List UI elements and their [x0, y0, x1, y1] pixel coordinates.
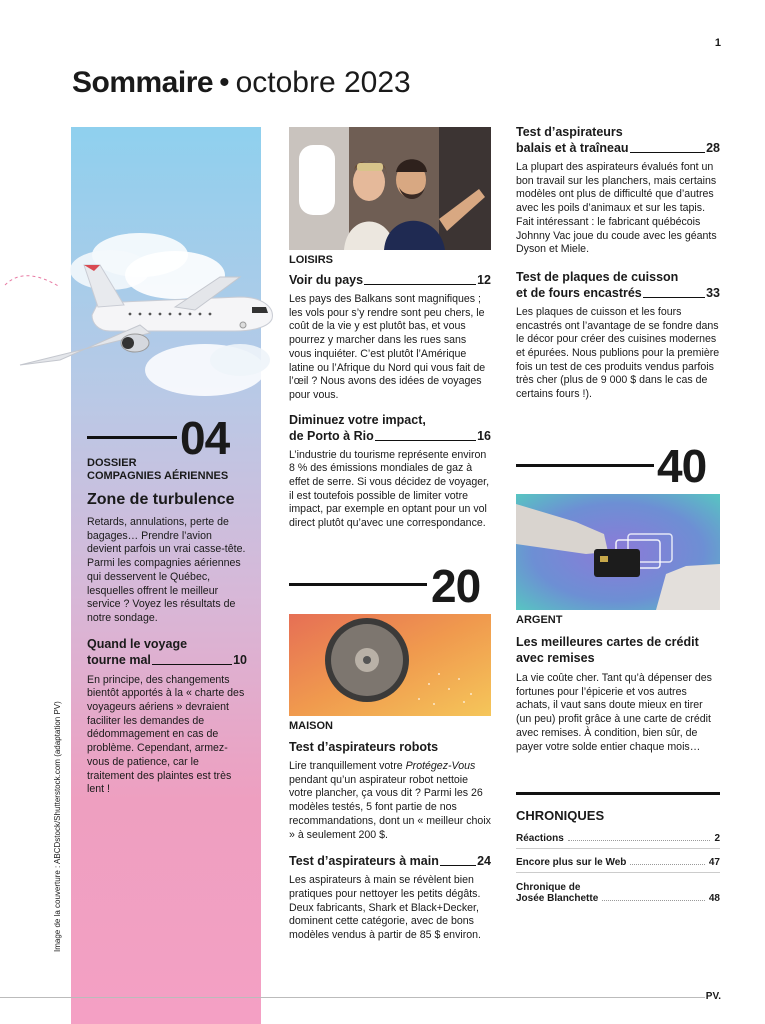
chroniques-rule	[516, 792, 720, 795]
main-title: Test d’aspirateurs à main	[289, 854, 439, 869]
balais-page: 28	[706, 141, 720, 155]
loisirs-block	[289, 254, 491, 531]
cover-text: Retards, annulations, perte de bagages… Prendre l’avion devient parfois un vrai casse-tête. Parmi les compagnies aériennes qui desservent le Québec, lesquelles offrent le meilleur service ? Voyez les résultats de notre sondage.	[87, 516, 246, 624]
title-separator: •	[219, 66, 230, 99]
divider	[516, 848, 720, 849]
chronique-page: 2	[714, 833, 720, 844]
kicker-airlines: COMPAGNIES AÉRIENNES	[87, 470, 229, 482]
plaques-title: et de fours encastrés	[516, 285, 642, 300]
title-month: octobre 2023	[235, 66, 411, 99]
chronique-item	[516, 833, 720, 844]
balais-block	[516, 124, 720, 402]
chronique-item-multiline	[516, 882, 720, 904]
sub-title-text: tourne mal	[87, 652, 151, 667]
main-title-line	[289, 853, 491, 869]
balais-text: La plupart des aspirateurs évalués font un bon travail sur les planchers, mais certains modèles ont plus de difficulté que d’autres avec les poils d’animaux et sur les tapis. Fait intéressant : le fabricant québécois Johnny Vac joue du coude avec les géants Dyson et Miele.	[516, 161, 717, 256]
robots-title: Test d’aspirateurs robots	[289, 740, 439, 754]
maison-block	[289, 720, 491, 943]
chronique-label: Réactions	[516, 833, 564, 844]
page-title	[72, 66, 411, 100]
dotted-leader	[568, 840, 711, 841]
chroniques-box	[516, 792, 720, 904]
impact-page: 16	[477, 428, 491, 443]
loisirs-page: 12	[477, 273, 491, 287]
chronique-label: Chronique de	[516, 882, 581, 893]
dotted-leader	[630, 864, 704, 865]
section-number-04: 04	[180, 412, 230, 464]
argent-title: Les meilleures cartes de crédit avec remises	[516, 635, 699, 665]
chronique-label: Josée Blanchette	[516, 893, 599, 904]
leader-rule	[440, 865, 476, 866]
leader-rule	[375, 440, 476, 441]
leader-rule	[630, 152, 706, 153]
sub-title-line2	[87, 652, 247, 668]
chronique-page: 47	[708, 857, 720, 868]
kicker-maison: MAISON	[289, 720, 333, 732]
number-rule	[87, 436, 177, 439]
impact-title-line2	[289, 428, 491, 444]
plaques-text: Les plaques de cuisson et les fours encastrés ont l’avantage de se fondre dans le décor pour créer des cuisines modernes et épurées. Nous publions pour la première fois un test de ces produits vendus parfois très cher (plus de 9 000 $ dans le cas de certains fours !).	[516, 305, 720, 401]
cover-story-block	[87, 457, 247, 797]
kicker-argent: ARGENT	[516, 614, 563, 626]
impact-title-line1: Diminuez votre impact,	[289, 412, 426, 427]
pv-logo: PV.	[705, 991, 721, 1002]
sub-text: En principe, des changements bientôt apportés à la « charte des voyageurs aériens » devraient faciliter les demandes de dédommagement en cas de problème. Cependant, armez-vous de patience, car le traitement des plaintes est très lent !	[87, 673, 245, 796]
balais-title-line2	[516, 140, 720, 156]
robots-text: Lire tranquillement votre Protégez-Vous pendant qu’un aspirateur robot nettoie votre plancher, ça vous dit ? Parmi les 26 modèles testés, 5 font partie de nos recommandations, dont un « meilleur choix » à seulement 200 $.	[289, 760, 491, 841]
main-text: Les aspirateurs à main se révèlent bien pratiques pour nettoyer les petits dégâts. Deux fabricants, Shark et Black+Decker, dominent cette catégorie, avec de bons modèles vendus à partir de 85 $ environ.	[289, 874, 481, 942]
loisirs-title-line	[289, 272, 491, 288]
divider	[516, 872, 720, 873]
cover-headline: Zone de turbulence	[87, 491, 235, 508]
kicker-dossier: DOSSIER	[87, 457, 137, 469]
impact-text: L’industrie du tourisme représente environ 8 % des émissions mondiales de gaz à effet de serre. Si vous décidez de voyager, il est toutefois possible de limiter votre impact, par exemple en optant pour un vol direct plutôt qu’avec une correspondance.	[289, 448, 490, 530]
sub-page-number: 10	[233, 652, 247, 667]
leader-rule	[152, 664, 232, 665]
title-word: Sommaire	[72, 66, 214, 99]
main-page: 24	[477, 854, 491, 869]
chronique-page: 48	[708, 893, 720, 904]
section-number-20: 20	[431, 560, 481, 612]
chronique-label: Encore plus sur le Web	[516, 857, 627, 868]
argent-block	[516, 614, 720, 754]
balais-title-line1: Test d’aspirateurs	[516, 125, 623, 139]
travel-couple-photo	[289, 127, 491, 250]
plaques-title-line1: Test de plaques de cuisson	[516, 269, 679, 284]
leader-rule	[643, 297, 705, 298]
credit-card-photo	[516, 494, 720, 610]
cover-image-credit: Image de la couverture : ABCDstock/Shutterstock.com (adaptation PV)	[53, 701, 62, 952]
loisirs-title: Voir du pays	[289, 273, 364, 287]
robot-vacuum-photo	[289, 614, 491, 716]
sub-title-line1: Quand le voyage	[87, 636, 188, 651]
loisirs-text: Les pays des Balkans sont magnifiques ; les vols pour s’y rendre sont peu chers, le coût de la vie y est plutôt bas, et vous pourrez y marcher dans les rues sans vous inquiéter. C’est plutôt l’Amérique latine ou l’Afrique du Nord qui vous fait de l’œil ? Nous avons des idées de voyages pour vous.	[289, 293, 486, 401]
impact-title: de Porto à Rio	[289, 428, 374, 443]
balais-title: balais et à traîneau	[516, 141, 629, 155]
chroniques-title: CHRONIQUES	[516, 808, 605, 823]
page-number: 1	[714, 37, 721, 49]
number-rule	[289, 583, 427, 586]
footer-rule	[0, 997, 705, 998]
section-number-40: 40	[657, 440, 707, 492]
airplane-cloud-illustration	[0, 215, 285, 405]
plaques-page: 33	[706, 285, 720, 300]
kicker-loisirs: LOISIRS	[289, 254, 334, 266]
leader-rule	[364, 284, 476, 285]
argent-text: La vie coûte cher. Tant qu’à dépenser des fortunes pour l’épicerie et vos autres achats, il vaut sans doute mieux en tirer (un peu) profit grâce à une carte de crédit avec remises. À condition, bien sûr, de payer votre solde entier chaque mois…	[516, 672, 712, 753]
number-rule	[516, 464, 654, 467]
plaques-title-line2	[516, 285, 720, 301]
dotted-leader	[602, 900, 705, 901]
chronique-item	[516, 857, 720, 868]
chronique-row	[516, 893, 720, 904]
